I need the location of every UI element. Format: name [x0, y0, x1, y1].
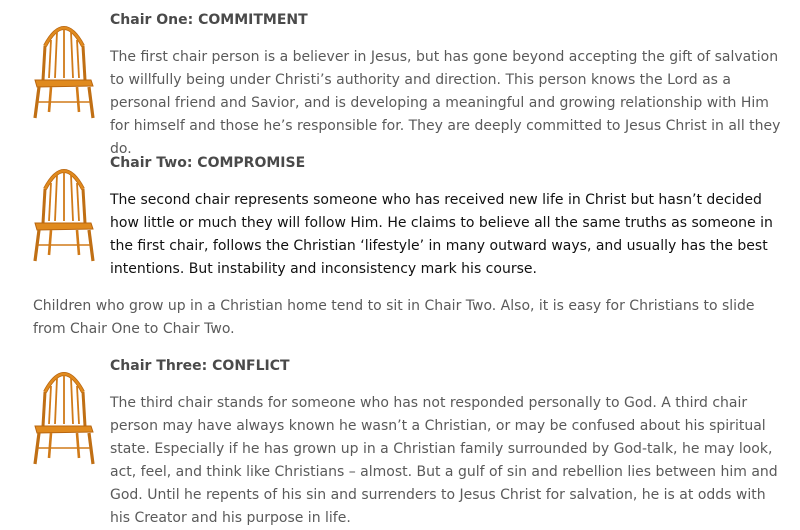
- interlude-text: Children who grow up in a Christian home tend to sit in Chair Two. Also, it is easy for Christians to slide from Chair One to Chair Two.: [33, 298, 755, 337]
- wooden-chair-icon: [33, 155, 95, 263]
- chair-three-text: The third chair stands for someone who has not responded personally to God. A third chair person may have always known he wasn’t a Christian, or may be confused about his spiritual state. Especially if he has grown up in a Christian family surrounded by God-talk, he may look, act, feel, and think like Christians – almost. But a gulf of sin and rebellion lies between him and God. Until he repents of his sin and surrenders to Jesus Christ for salvation, he is at odds with his Creator and his purpose in life.: [110, 395, 778, 526]
- wooden-chair-icon: [33, 12, 95, 120]
- chair-one-text: The first chair person is a believer in Jesus, but has gone beyond accepting the gift of salvation to willfully being under Christi’s authority and direction. This person knows the Lord as a personal friend and Savior, and is developing a meaningful and growing relationship with Him for himself and those he’s responsible for. They are deeply committed to Jesus Christ in all they do.: [110, 49, 781, 157]
- chair-one-heading: Chair One: COMMITMENT: [110, 12, 308, 28]
- wooden-chair-icon: [33, 358, 95, 466]
- chair-three-heading: Chair Three: CONFLICT: [110, 358, 290, 374]
- chair-two-text: The second chair represents someone who has received new life in Christ but hasn’t decided how little or much they will follow Him. He claims to believe all the same truths as someone in the first chair, follows the Christian ‘lifestyle’ in many outward ways, and usually has the best intentions. But instability and inconsistency mark his course.: [110, 192, 773, 277]
- chair-two-heading: Chair Two: COMPROMISE: [110, 155, 306, 171]
